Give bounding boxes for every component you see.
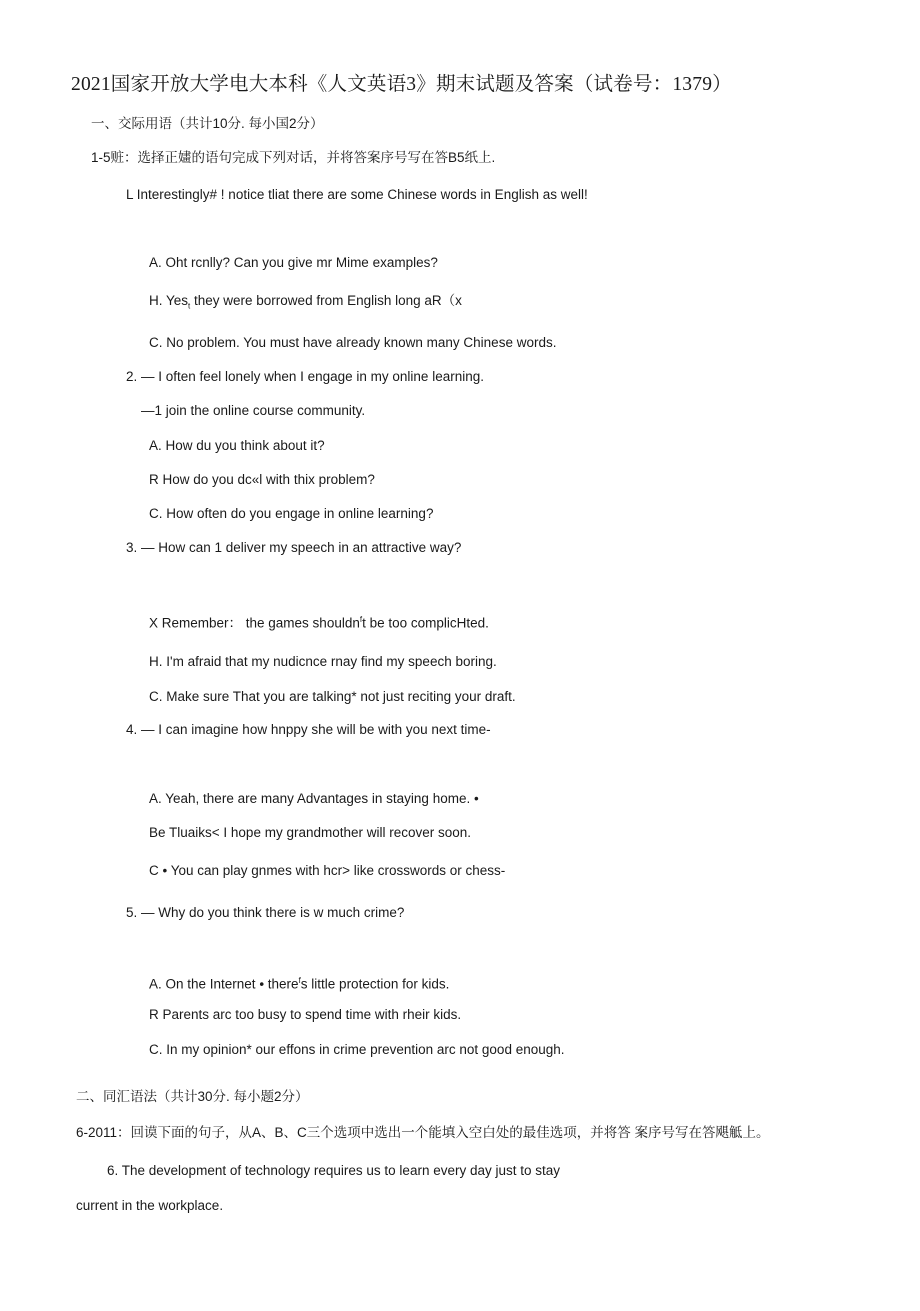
question-3-option-b: H. I'm afraid that my nudicnce rnay find my speech boring. bbox=[149, 654, 497, 669]
question-6-line-1: 6. The development of technology requires us to learn every day just to stay bbox=[107, 1163, 561, 1178]
option-b-rest: they were borrowed from English long aR（x bbox=[190, 293, 462, 308]
section-1-heading: 一、交际用语（共计10分. 每小国2分） bbox=[91, 116, 324, 131]
option-a-superscript: f bbox=[298, 976, 301, 985]
question-1-option-b bbox=[149, 292, 462, 316]
option-b-subscript: t bbox=[188, 301, 191, 311]
question-4-prompt: 4. — I can imagine how hnppy she will be with you next time- bbox=[126, 722, 491, 737]
question-3-option-c: C. Make sure That you are talking* not just reciting your draft. bbox=[149, 689, 516, 704]
page-title: 2021国家开放大学电大本科《人文英语3》期末试题及答案（试卷号：1379） bbox=[71, 74, 732, 95]
question-3-option-a bbox=[149, 611, 489, 633]
question-2-reply: —1 join the online course community. bbox=[141, 403, 366, 418]
question-3-prompt: 3. — How can 1 deliver my speech in an attractive way? bbox=[126, 540, 462, 555]
question-2-prompt: 2. — I often feel lonely when I engage in my online learning. bbox=[126, 369, 484, 384]
question-1-option-c: C. No problem. You must have already known many Chinese words. bbox=[149, 335, 557, 350]
option-a-superscript: f bbox=[359, 615, 363, 624]
option-a-rest: s little protection for kids. bbox=[300, 976, 450, 992]
question-5-option-b: R Parents arc too busy to spend time with rheir kids. bbox=[149, 1007, 462, 1022]
question-4-option-b: Be Tluaiks< I hope my grandmother will recover soon. bbox=[149, 825, 472, 840]
section-1-instruction: 1-5赃：选择正嫿的语句完成下列对话，并将答案序号写在答B5纸上. bbox=[91, 150, 496, 165]
section-2-instruction: 6-2011：回谟下面的句子，从A、B、C三个选项中选出一个能填入空白处的最佳选项，并将答 案序号写在答飓觝上。 bbox=[76, 1125, 770, 1140]
question-5-prompt: 5. — Why do you think there is w much crime? bbox=[126, 905, 405, 920]
option-b-text: H. Yes bbox=[149, 293, 189, 308]
option-a-text: A. On the Internet • there bbox=[149, 976, 299, 992]
question-6-line-2: current in the workplace. bbox=[76, 1198, 224, 1213]
question-5-option-c: C. In my opinion* our effons in crime prevention arc not good enough. bbox=[149, 1042, 565, 1057]
question-2-option-a: A. How du you think about it? bbox=[149, 438, 325, 453]
question-4-option-a: A. Yeah, there are many Advantages in staying home. • bbox=[149, 791, 479, 806]
question-2-option-c: C. How often do you engage in online learning? bbox=[149, 506, 434, 521]
question-5-option-a bbox=[149, 972, 449, 994]
question-4-option-c: C • You can play gnmes with hcr> like crosswords or chess- bbox=[149, 863, 506, 878]
option-a-text: X Remember： the games shouldn bbox=[149, 615, 360, 631]
question-2-option-b: R How do you dc«l with thix problem? bbox=[149, 472, 375, 487]
option-a-rest: t be too complicHted. bbox=[362, 615, 489, 631]
section-2-heading: 二、同汇语法（共计30分. 每小题2分） bbox=[76, 1089, 309, 1104]
question-1-prompt: L Interestingly# ! notice tliat there are some Chinese words in English as well! bbox=[126, 187, 588, 202]
question-1-option-a: A. Oht rcnlly? Can you give mr Mime examples? bbox=[149, 255, 438, 270]
